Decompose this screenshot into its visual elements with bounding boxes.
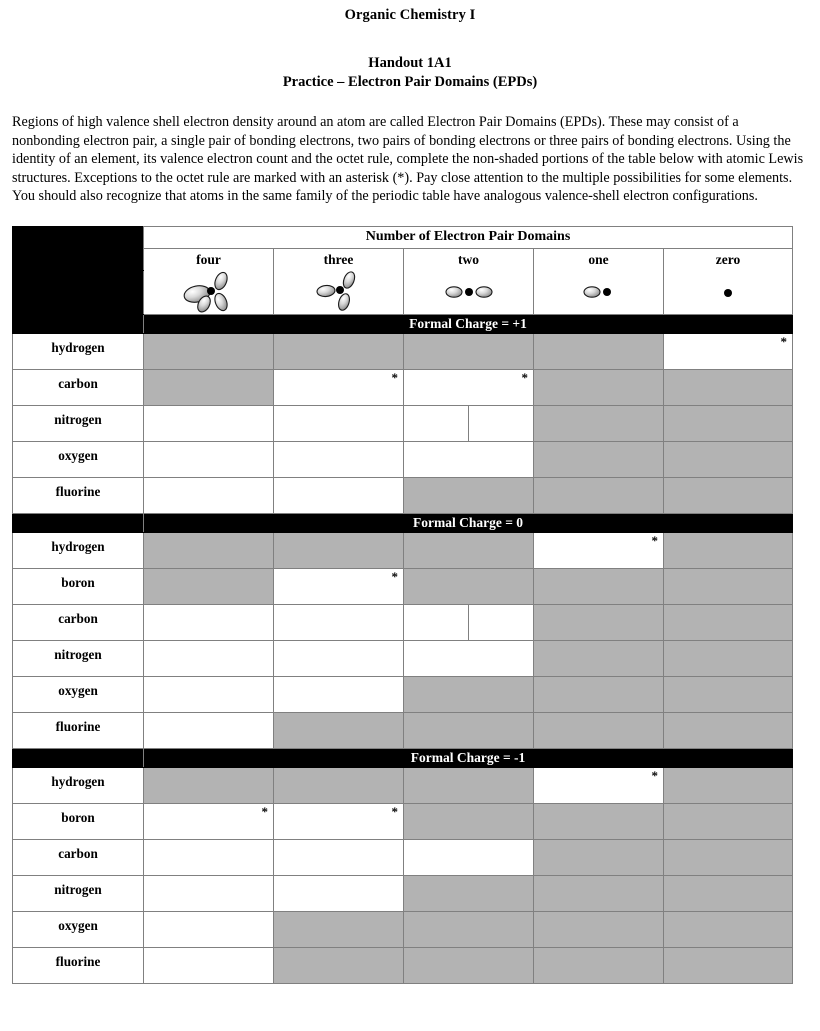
shaded-cell-oxygen-zero	[664, 912, 793, 948]
column-icon-cell-two	[404, 271, 534, 315]
split-cell-wrapper	[404, 605, 533, 640]
answer-subcell-carbon-two-left[interactable]	[404, 605, 469, 640]
element-label-carbon: carbon	[13, 370, 144, 406]
table-column-icon-row	[13, 271, 793, 315]
shaded-cell-oxygen-zero	[664, 677, 793, 713]
shaded-cell-fluorine-one	[534, 713, 664, 749]
octet-exception-asterisk: *	[391, 370, 398, 386]
element-label-oxygen: oxygen	[13, 677, 144, 713]
shaded-cell-hydrogen-four	[144, 533, 274, 569]
shaded-cell-carbon-one	[534, 840, 664, 876]
answer-cell-oxygen-four[interactable]	[144, 912, 274, 948]
shaded-cell-hydrogen-three	[274, 768, 404, 804]
table-row	[13, 713, 793, 749]
element-label-fluorine: fluorine	[13, 478, 144, 514]
answer-subcell-carbon-two-right[interactable]	[469, 605, 534, 640]
answer-cell-boron-three[interactable]	[274, 804, 404, 840]
shaded-cell-carbon-zero	[664, 370, 793, 406]
element-label-carbon: carbon	[13, 840, 144, 876]
shaded-cell-boron-four	[144, 569, 274, 605]
table-row	[13, 768, 793, 804]
shaded-cell-nitrogen-one	[534, 876, 664, 912]
shaded-cell-nitrogen-one	[534, 641, 664, 677]
octet-exception-asterisk: *	[651, 533, 658, 549]
element-label-boron: boron	[13, 804, 144, 840]
three-lobe-orbital-icon	[274, 271, 403, 313]
column-icon-cell-one	[534, 271, 664, 315]
shaded-cell-fluorine-one	[534, 948, 664, 984]
element-label-oxygen: oxygen	[13, 912, 144, 948]
shaded-cell-nitrogen-one	[534, 406, 664, 442]
section-band-label: Formal Charge = 0	[144, 514, 793, 533]
shaded-cell-fluorine-two	[404, 478, 534, 514]
shaded-cell-fluorine-zero	[664, 478, 793, 514]
section-band-corner	[13, 749, 144, 768]
answer-cell-oxygen-two[interactable]	[404, 442, 534, 478]
answer-cell-boron-three[interactable]	[274, 569, 404, 605]
handout-heading	[12, 54, 808, 91]
shaded-cell-hydrogen-one	[534, 334, 664, 370]
answer-cell-boron-four[interactable]	[144, 804, 274, 840]
table-row	[13, 876, 793, 912]
element-label-nitrogen: nitrogen	[13, 641, 144, 677]
section-band-row	[13, 514, 793, 533]
shaded-cell-nitrogen-two	[404, 876, 534, 912]
element-label-nitrogen: nitrogen	[13, 406, 144, 442]
table-row	[13, 334, 793, 370]
shaded-cell-carbon-one	[534, 605, 664, 641]
answer-cell-carbon-two[interactable]	[404, 840, 534, 876]
shaded-cell-boron-zero	[664, 569, 793, 605]
octet-exception-asterisk: *	[391, 804, 398, 820]
shaded-cell-fluorine-three	[274, 948, 404, 984]
element-label-fluorine: fluorine	[13, 948, 144, 984]
shaded-cell-boron-one	[534, 569, 664, 605]
shaded-cell-hydrogen-three	[274, 533, 404, 569]
element-label-hydrogen: hydrogen	[13, 334, 144, 370]
table-row	[13, 605, 793, 641]
shaded-cell-hydrogen-zero	[664, 768, 793, 804]
shaded-cell-fluorine-two	[404, 948, 534, 984]
table-row	[13, 478, 793, 514]
answer-cell-carbon-two[interactable]	[404, 370, 534, 406]
shaded-cell-carbon-four	[144, 370, 274, 406]
shaded-cell-hydrogen-two	[404, 533, 534, 569]
two-lobe-orbital-icon	[404, 271, 533, 313]
answer-cell-carbon-two[interactable]	[404, 605, 534, 641]
column-header-three: three	[274, 249, 404, 271]
shaded-cell-boron-one	[534, 804, 664, 840]
table-row	[13, 370, 793, 406]
table-row	[13, 677, 793, 713]
answer-cell-nitrogen-three[interactable]	[274, 406, 404, 442]
octet-exception-asterisk: *	[780, 334, 787, 350]
shaded-cell-hydrogen-two	[404, 768, 534, 804]
handout-subtitle: Practice – Electron Pair Domains (EPDs)	[282, 73, 538, 90]
answer-cell-carbon-three[interactable]	[274, 840, 404, 876]
answer-subcell-nitrogen-two-left[interactable]	[404, 406, 469, 441]
shaded-cell-oxygen-zero	[664, 442, 793, 478]
octet-exception-asterisk: *	[261, 804, 268, 820]
table-row	[13, 406, 793, 442]
shaded-cell-oxygen-three	[274, 912, 404, 948]
shaded-cell-fluorine-three	[274, 713, 404, 749]
column-icon-cell-zero	[664, 271, 793, 315]
answer-cell-carbon-four[interactable]	[144, 840, 274, 876]
answer-cell-nitrogen-three[interactable]	[274, 876, 404, 912]
domains-header-title: Number of Electron Pair Domains	[144, 227, 793, 249]
answer-cell-oxygen-four[interactable]	[144, 677, 274, 713]
table-row	[13, 912, 793, 948]
shaded-cell-oxygen-two	[404, 912, 534, 948]
column-header-four: four	[144, 249, 274, 271]
table-row	[13, 533, 793, 569]
zero-lobe-dot-icon	[664, 271, 792, 313]
shaded-cell-nitrogen-zero	[664, 406, 793, 442]
table-row	[13, 840, 793, 876]
table-row	[13, 442, 793, 478]
shaded-cell-oxygen-one	[534, 442, 664, 478]
page-title: Organic Chemistry I	[344, 7, 476, 23]
handout-label: Handout 1A1	[368, 55, 452, 71]
answer-cell-nitrogen-three[interactable]	[274, 641, 404, 677]
octet-exception-asterisk: *	[521, 370, 528, 386]
answer-cell-fluorine-four[interactable]	[144, 713, 274, 749]
element-label-hydrogen: hydrogen	[13, 768, 144, 804]
element-label-nitrogen: nitrogen	[13, 876, 144, 912]
shaded-cell-hydrogen-four	[144, 334, 274, 370]
four-lobe-orbital-icon	[144, 271, 273, 313]
section-band-corner	[13, 315, 144, 334]
answer-cell-nitrogen-two[interactable]	[404, 406, 534, 442]
shaded-cell-hydrogen-four	[144, 768, 274, 804]
answer-cell-fluorine-four[interactable]	[144, 948, 274, 984]
column-icon-cell-three	[274, 271, 404, 315]
table-row	[13, 804, 793, 840]
table-header-title-row	[13, 227, 793, 249]
answer-cell-carbon-three[interactable]	[274, 370, 404, 406]
answer-cell-hydrogen-zero[interactable]	[664, 334, 793, 370]
electron-pair-domain-table	[12, 226, 793, 984]
answer-cell-nitrogen-four[interactable]	[144, 641, 274, 677]
one-lobe-orbital-icon	[534, 271, 663, 313]
shaded-cell-oxygen-one	[534, 677, 664, 713]
answer-cell-oxygen-three[interactable]	[274, 677, 404, 713]
shaded-cell-carbon-zero	[664, 605, 793, 641]
shaded-cell-oxygen-one	[534, 912, 664, 948]
shaded-cell-boron-zero	[664, 804, 793, 840]
shaded-cell-carbon-zero	[664, 840, 793, 876]
shaded-cell-carbon-one	[534, 370, 664, 406]
answer-cell-nitrogen-four[interactable]	[144, 406, 274, 442]
shaded-cell-oxygen-two	[404, 677, 534, 713]
shaded-cell-fluorine-zero	[664, 948, 793, 984]
section-band-label: Formal Charge = +1	[144, 315, 793, 334]
answer-cell-nitrogen-four[interactable]	[144, 876, 274, 912]
table-row	[13, 948, 793, 984]
section-band-corner	[13, 514, 144, 533]
answer-subcell-nitrogen-two-right[interactable]	[469, 406, 534, 441]
element-label-oxygen: oxygen	[13, 442, 144, 478]
table-row	[13, 641, 793, 677]
octet-exception-asterisk: *	[391, 569, 398, 585]
column-icon-cell-four	[144, 271, 274, 315]
answer-cell-carbon-three[interactable]	[274, 605, 404, 641]
intro-paragraph: Regions of high valence shell electron density around an atom are called Electron Pair Domains (EPDs). These may consist of a nonbonding electron pair, a single pair of bonding electrons, two pairs of bonding electrons or three pairs of bonding electrons. Using the identity of an element, its valence electron count and the octet rule, complete the non-shaded portions of the table below with atomic Lewis structures. Exceptions to the octet rule are marked with an asterisk (*). Pay close attention to the multiple possibilities for some elements. You should also recognize that atoms in the same family of the periodic table have analogous valence-shell electron configurations.	[12, 114, 804, 205]
element-label-fluorine: fluorine	[13, 713, 144, 749]
answer-cell-oxygen-four[interactable]	[144, 442, 274, 478]
shaded-cell-fluorine-two	[404, 713, 534, 749]
answer-cell-hydrogen-one[interactable]	[534, 768, 664, 804]
shaded-cell-hydrogen-two	[404, 334, 534, 370]
shaded-cell-hydrogen-three	[274, 334, 404, 370]
element-label-hydrogen: hydrogen	[13, 533, 144, 569]
element-label-carbon: carbon	[13, 605, 144, 641]
table-corner-block-lower	[13, 271, 144, 315]
octet-exception-asterisk: *	[651, 768, 658, 784]
shaded-cell-fluorine-one	[534, 478, 664, 514]
handout-page	[0, 7, 820, 1031]
answer-cell-oxygen-three[interactable]	[274, 442, 404, 478]
shaded-cell-nitrogen-zero	[664, 641, 793, 677]
column-header-one: one	[534, 249, 664, 271]
answer-cell-fluorine-three[interactable]	[274, 478, 404, 514]
section-band-row	[13, 315, 793, 334]
answer-cell-hydrogen-one[interactable]	[534, 533, 664, 569]
shaded-cell-fluorine-zero	[664, 713, 793, 749]
split-cell-wrapper	[404, 406, 533, 441]
column-header-zero: zero	[664, 249, 793, 271]
answer-cell-fluorine-four[interactable]	[144, 478, 274, 514]
section-band-row	[13, 749, 793, 768]
element-label-boron: boron	[13, 569, 144, 605]
section-band-label: Formal Charge = -1	[144, 749, 793, 768]
table-corner-block	[13, 227, 144, 271]
shaded-cell-boron-two	[404, 569, 534, 605]
shaded-cell-hydrogen-zero	[664, 533, 793, 569]
answer-cell-carbon-four[interactable]	[144, 605, 274, 641]
shaded-cell-nitrogen-zero	[664, 876, 793, 912]
column-header-two: two	[404, 249, 534, 271]
table-row	[13, 569, 793, 605]
answer-cell-nitrogen-two[interactable]	[404, 641, 534, 677]
shaded-cell-boron-two	[404, 804, 534, 840]
